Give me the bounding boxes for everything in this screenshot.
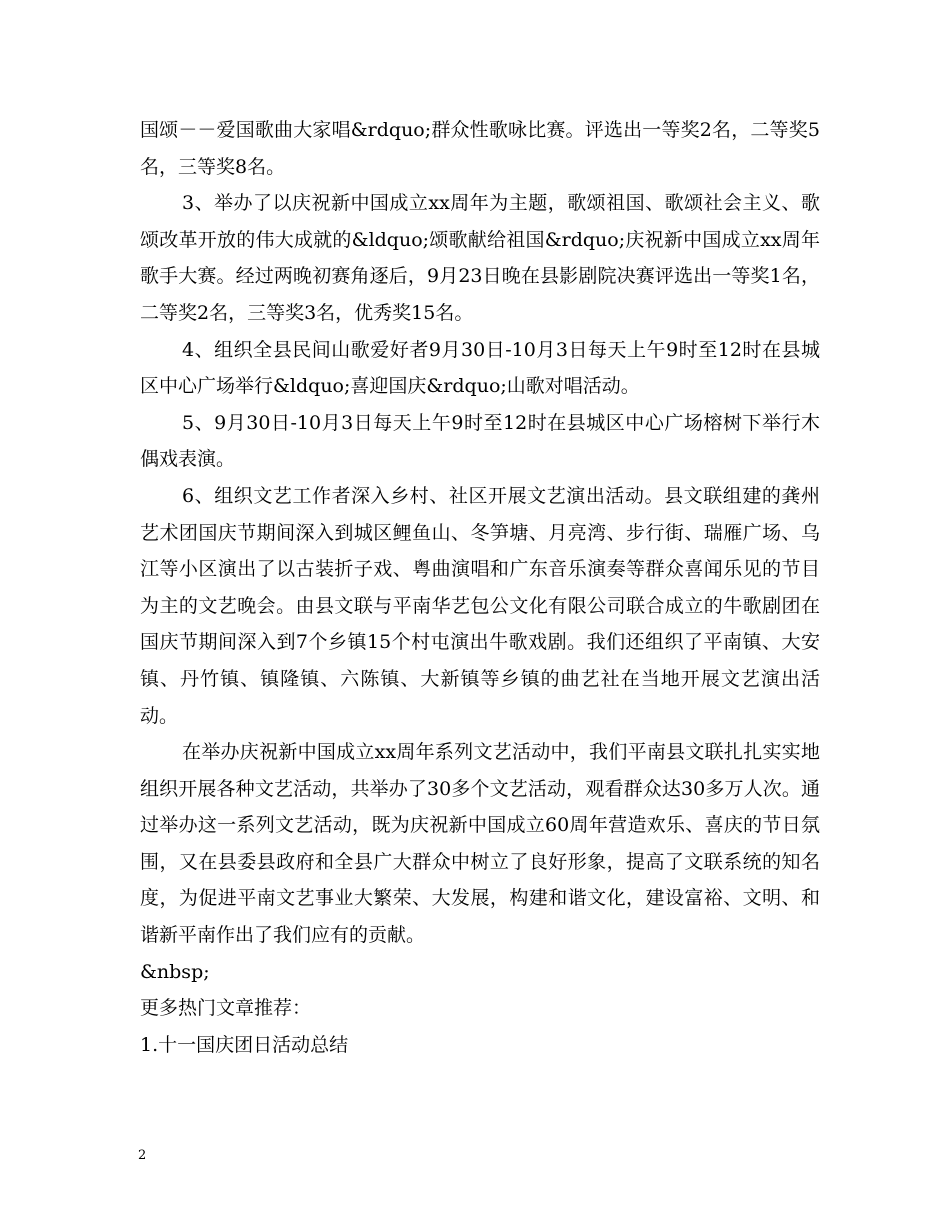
- paragraph-summary: 在举办庆祝新中国成立xx周年系列文艺活动中，我们平南县文联扎扎实实地组织开展各种文艺活动，共举办了30多个文艺活动，观看群众达30多万人次。通过举办这一系列文艺活动，既为庆祝新中国成立60周年营造欢乐、喜庆的节日氛围，又在县委县政府和全县广大群众中树立了良好形象，提高了文联系统的知名度，为促进平南文艺事业大繁荣、大发展，构建和谐文化，建设富裕、文明、和谐新平南作出了我们应有的贡献。: [140, 741, 820, 947]
- paragraph-continuation: 国颂－－爱国歌曲大家唱&rdquo;群众性歌咏比赛。评选出一等奖2名，二等奖5名，三等奖8名。: [140, 119, 820, 178]
- paragraph-item-5: 5、9月30日-10月3日每天上午9时至12时在县城区中心广场榕树下举行木偶戏表演。: [140, 411, 820, 471]
- page-number: 2: [138, 1148, 147, 1163]
- paragraph-nbsp-literal: &nbsp;: [140, 960, 210, 983]
- paragraph-item-3: 3、举办了以庆祝新中国成立xx周年为主题，歌颂祖国、歌颂社会主义、歌颂改革开放的伟大成就的&ldquo;颂歌献给祖国&rdquo;庆祝新中国成立xx周年歌手大赛。经过两晚初赛角逐后，9月23日晚在县影剧院决赛评选出一等奖1名，二等奖2名，三等奖3名，优秀奖15名。: [140, 192, 820, 324]
- paragraph-item-4: 4、组织全县民间山歌爱好者9月30日-10月3日每天上午9时至12时在县城区中心广场举行&ldquo;喜迎国庆&rdquo;山歌对唱活动。: [140, 338, 820, 398]
- paragraph-item-6: 6、组织文艺工作者深入乡村、社区开展文艺演出活动。县文联组建的龚州艺术团国庆节期间深入到城区鲤鱼山、冬笋塘、月亮湾、步行街、瑞雁广场、乌江等小区演出了以古装折子戏、粤曲演唱和广东音乐演奏等群众喜闻乐见的节目为主的文艺晚会。由县文联与平南华艺包公文化有限公司联合成立的牛歌剧团在国庆节期间深入到7个乡镇15个村屯演出牛歌戏剧。我们还组织了平南镇、大安镇、丹竹镇、镇隆镇、六陈镇、大新镇等乡镇的曲艺社在当地开展文艺演出活动。: [140, 484, 820, 727]
- recommended-heading: 更多热门文章推荐：: [140, 997, 312, 1020]
- body-text: [140, 112, 820, 1063]
- recommended-link-1[interactable]: 1.十一国庆团日活动总结: [140, 1033, 349, 1056]
